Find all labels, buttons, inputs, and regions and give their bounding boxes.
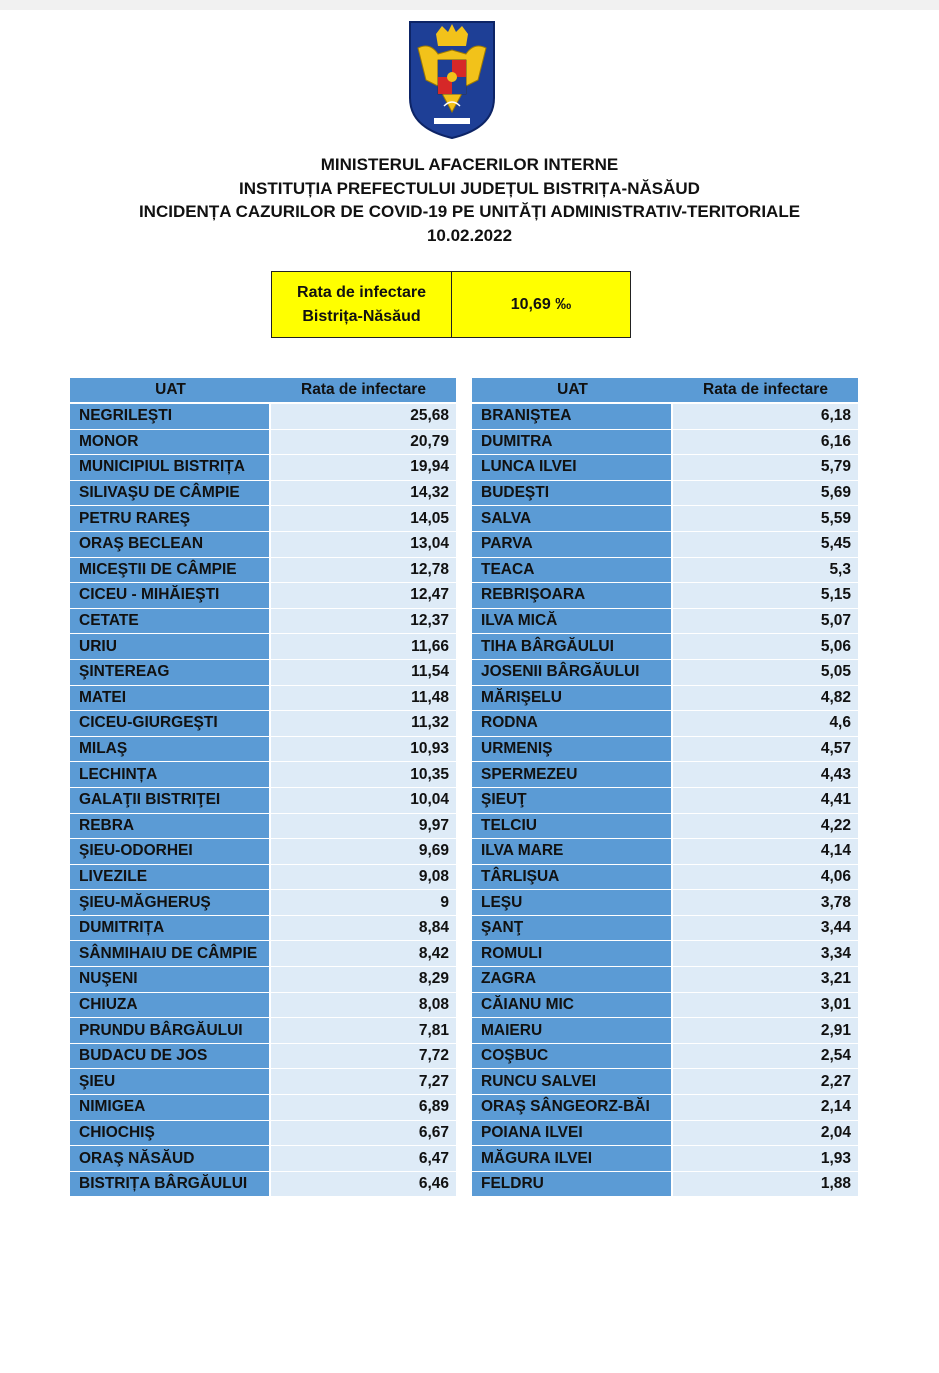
uat-name-cell: CETATE [70,609,271,635]
uat-name-cell: BRANIŞTEA [472,404,673,430]
infection-rate-cell: 3,01 [673,993,858,1019]
infection-rate-cell: 8,42 [271,941,456,967]
infection-rate-cell: 11,32 [271,711,456,737]
table-row [70,506,456,532]
infection-rate-cell: 6,18 [673,404,858,430]
uat-name-cell: ŞINTEREAG [70,660,271,686]
uat-name-cell: JOSENII BÂRGĂULUI [472,660,673,686]
infection-rate-cell: 5,69 [673,481,858,507]
table-row [472,660,858,686]
table-row [472,839,858,865]
table-row [472,1172,858,1198]
county-rate-label-line2: Bistrița-Năsăud [302,307,421,325]
table-row [70,762,456,788]
infection-rate-cell: 5,05 [673,660,858,686]
infection-rate-cell: 10,04 [271,788,456,814]
uat-name-cell: SILIVAŞU DE CÂMPIE [70,481,271,507]
rate-column-header: Rata de infectare [673,378,858,404]
table-row [70,1172,456,1198]
uat-name-cell: ŞANŢ [472,916,673,942]
uat-name-cell: URIU [70,634,271,660]
table-row [472,1044,858,1070]
table-row [70,1121,456,1147]
infection-rate-cell: 3,21 [673,967,858,993]
infection-rate-cell: 5,79 [673,455,858,481]
table-row [472,1018,858,1044]
infection-rate-cell: 14,32 [271,481,456,507]
uat-name-cell: ROMULI [472,941,673,967]
infection-rate-cell: 6,67 [271,1121,456,1147]
uat-name-cell: NEGRILEŞTI [70,404,271,430]
infection-rate-cell: 5,45 [673,532,858,558]
uat-name-cell: MATEI [70,686,271,712]
uat-name-cell: CHIUZA [70,993,271,1019]
uat-table-left-body [70,404,456,1197]
infection-rate-cell: 12,37 [271,609,456,635]
report-date: 10.02.2022 [426,225,513,245]
infection-rate-cell: 25,68 [271,404,456,430]
uat-name-cell: GALAŢII BISTRIŢEI [70,788,271,814]
infection-rate-cell: 10,35 [271,762,456,788]
table-row [70,993,456,1019]
uat-name-cell: SALVA [472,506,673,532]
infection-rate-cell: 12,78 [271,558,456,584]
table-row [472,609,858,635]
uat-name-cell: MILAŞ [70,737,271,763]
table-row [70,609,456,635]
infection-rate-cell: 7,81 [271,1018,456,1044]
infection-rate-cell: 4,43 [673,762,858,788]
table-row [70,1069,456,1095]
uat-name-cell: NIMIGEA [70,1095,271,1121]
infection-rate-cell: 3,44 [673,916,858,942]
table-row [70,1095,456,1121]
uat-name-cell: MUNICIPIUL BISTRIȚA [70,455,271,481]
table-row [70,660,456,686]
table-row [70,558,456,584]
infection-rate-cell: 1,88 [673,1172,858,1198]
infection-rate-cell: 2,04 [673,1121,858,1147]
infection-rate-cell: 6,16 [673,430,858,456]
infection-rate-cell: 6,47 [271,1146,456,1172]
infection-rate-cell: 14,05 [271,506,456,532]
uat-table-left [70,378,456,1197]
table-row [472,1121,858,1147]
table-row [70,737,456,763]
uat-name-cell: CĂIANU MIC [472,993,673,1019]
coat-of-arms-icon [408,20,496,140]
uat-name-cell: CICEU-GIURGEŞTI [70,711,271,737]
table-row [472,634,858,660]
table-row [70,711,456,737]
table-row [472,404,858,430]
uat-name-cell: LECHINȚA [70,762,271,788]
uat-name-cell: MĂGURA ILVEI [472,1146,673,1172]
infection-rate-cell: 2,27 [673,1069,858,1095]
infection-rate-cell: 5,3 [673,558,858,584]
infection-rate-cell: 4,82 [673,686,858,712]
county-rate-value: 10,69 ‰ [510,295,572,313]
table-row [472,1146,858,1172]
table-row [472,890,858,916]
infection-rate-cell: 4,06 [673,865,858,891]
infection-rate-cell: 6,89 [271,1095,456,1121]
table-row [472,711,858,737]
uat-name-cell: ŞIEU [70,1069,271,1095]
table-row [70,1018,456,1044]
infection-rate-cell: 19,94 [271,455,456,481]
table-row [70,583,456,609]
table-row [472,583,858,609]
infection-rate-cell: 11,54 [271,660,456,686]
uat-name-cell: RUNCU SALVEI [472,1069,673,1095]
uat-name-cell: REBRIŞOARA [472,583,673,609]
uat-name-cell: RODNA [472,711,673,737]
county-rate-label-line1: Rata de infectare [297,283,426,301]
infection-rate-cell: 5,06 [673,634,858,660]
table-row [70,890,456,916]
table-row [70,634,456,660]
infection-rate-cell: 7,27 [271,1069,456,1095]
uat-name-cell: CHIOCHIŞ [70,1121,271,1147]
uat-name-cell: URMENIŞ [472,737,673,763]
infection-rate-cell: 5,15 [673,583,858,609]
uat-name-cell: BUDEŞTI [472,481,673,507]
infection-rate-cell: 3,78 [673,890,858,916]
uat-name-cell: SÂNMIHAIU DE CÂMPIE [70,941,271,967]
uat-name-cell: PRUNDU BÂRGĂULUI [70,1018,271,1044]
uat-name-cell: DUMITRIȚA [70,916,271,942]
infection-rate-cell: 2,14 [673,1095,858,1121]
table-row [472,686,858,712]
infection-rate-cell: 2,54 [673,1044,858,1070]
infection-rate-cell: 9,69 [271,839,456,865]
infection-rate-cell: 4,41 [673,788,858,814]
uat-column-header: UAT [70,378,271,404]
infection-rate-cell: 4,22 [673,814,858,840]
table-row [70,1146,456,1172]
infection-rate-cell: 4,14 [673,839,858,865]
uat-name-cell: MONOR [70,430,271,456]
infection-rate-cell: 3,34 [673,941,858,967]
table-row [472,788,858,814]
prefecture-title: INSTITUȚIA PREFECTULUI JUDEȚUL BISTRIȚA-NĂSĂUD [239,178,700,198]
table-row [70,455,456,481]
table-header-row [472,378,858,404]
table-row [472,916,858,942]
table-row [70,788,456,814]
table-row [70,1044,456,1070]
uat-name-cell: PARVA [472,532,673,558]
table-row [70,916,456,942]
uat-table-right-body [472,404,858,1197]
uat-column-header: UAT [472,378,673,404]
infection-rate-cell: 12,47 [271,583,456,609]
table-row [70,814,456,840]
county-rate-box [271,271,631,338]
uat-name-cell: ŞIEU-MĂGHERUŞ [70,890,271,916]
table-row [70,839,456,865]
table-row [472,941,858,967]
infection-rate-cell: 9 [271,890,456,916]
table-row [472,455,858,481]
uat-name-cell: MĂRIŞELU [472,686,673,712]
uat-name-cell: LIVEZILE [70,865,271,891]
uat-name-cell: NUŞENI [70,967,271,993]
uat-name-cell: LUNCA ILVEI [472,455,673,481]
infection-rate-cell: 11,48 [271,686,456,712]
uat-name-cell: ŞIEUŢ [472,788,673,814]
uat-name-cell: TEACA [472,558,673,584]
uat-name-cell: PETRU RAREŞ [70,506,271,532]
infection-rate-cell: 8,29 [271,967,456,993]
uat-name-cell: ILVA MARE [472,839,673,865]
infection-rate-cell: 9,08 [271,865,456,891]
uat-name-cell: COŞBUC [472,1044,673,1070]
uat-name-cell: TELCIU [472,814,673,840]
infection-rate-cell: 2,91 [673,1018,858,1044]
table-row [70,404,456,430]
county-rate-label [272,272,452,337]
uat-name-cell: ZAGRA [472,967,673,993]
table-row [70,967,456,993]
uat-name-cell: LEŞU [472,890,673,916]
infection-rate-cell: 5,59 [673,506,858,532]
infection-rate-cell: 8,84 [271,916,456,942]
table-row [472,762,858,788]
table-row [70,430,456,456]
table-row [70,686,456,712]
table-row [472,993,858,1019]
uat-name-cell: MAIERU [472,1018,673,1044]
infection-rate-cell: 20,79 [271,430,456,456]
infection-rate-cell: 6,46 [271,1172,456,1198]
infection-rate-cell: 11,66 [271,634,456,660]
uat-name-cell: MICEŞTII DE CÂMPIE [70,558,271,584]
uat-name-cell: DUMITRA [472,430,673,456]
uat-name-cell: CICEU - MIHĂIEŞTI [70,583,271,609]
table-row [472,865,858,891]
rate-column-header: Rata de infectare [271,378,456,404]
infection-rate-cell: 13,04 [271,532,456,558]
uat-name-cell: BUDACU DE JOS [70,1044,271,1070]
uat-name-cell: ORAŞ BECLEAN [70,532,271,558]
uat-name-cell: ILVA MICĂ [472,609,673,635]
table-row [70,865,456,891]
table-row [472,481,858,507]
table-header-row [70,378,456,404]
table-row [472,430,858,456]
document-heading [0,153,939,247]
uat-table-right [472,378,858,1197]
infection-rate-cell: 4,6 [673,711,858,737]
table-row [472,1095,858,1121]
infection-rate-cell: 1,93 [673,1146,858,1172]
uat-name-cell: SPERMEZEU [472,762,673,788]
infection-rate-cell: 7,72 [271,1044,456,1070]
table-row [472,506,858,532]
infection-rate-cell: 8,08 [271,993,456,1019]
uat-name-cell: REBRA [70,814,271,840]
table-row [472,1069,858,1095]
table-row [472,532,858,558]
uat-name-cell: ŞIEU-ODORHEI [70,839,271,865]
table-row [472,814,858,840]
table-row [472,967,858,993]
infection-rate-cell: 10,93 [271,737,456,763]
infection-rate-cell: 9,97 [271,814,456,840]
report-title: INCIDENȚA CAZURILOR DE COVID-19 PE UNITĂȚI ADMINISTRATIV-TERITORIALE [138,202,801,221]
infection-rate-cell: 4,57 [673,737,858,763]
table-row [70,481,456,507]
uat-name-cell: BISTRIȚA BÂRGĂULUI [70,1172,271,1198]
infection-rate-cell: 5,07 [673,609,858,635]
table-row [70,941,456,967]
ministry-title: MINISTERUL AFACERILOR INTERNE [320,155,619,174]
uat-name-cell: TIHA BÂRGĂULUI [472,634,673,660]
table-row [472,558,858,584]
table-row [472,737,858,763]
top-strip [0,0,939,10]
uat-name-cell: FELDRU [472,1172,673,1198]
uat-name-cell: POIANA ILVEI [472,1121,673,1147]
uat-name-cell: ORAŞ NĂSĂUD [70,1146,271,1172]
table-row [70,532,456,558]
uat-name-cell: TÂRLIŞUA [472,865,673,891]
uat-name-cell: ORAŞ SÂNGEORZ-BĂI [472,1095,673,1121]
